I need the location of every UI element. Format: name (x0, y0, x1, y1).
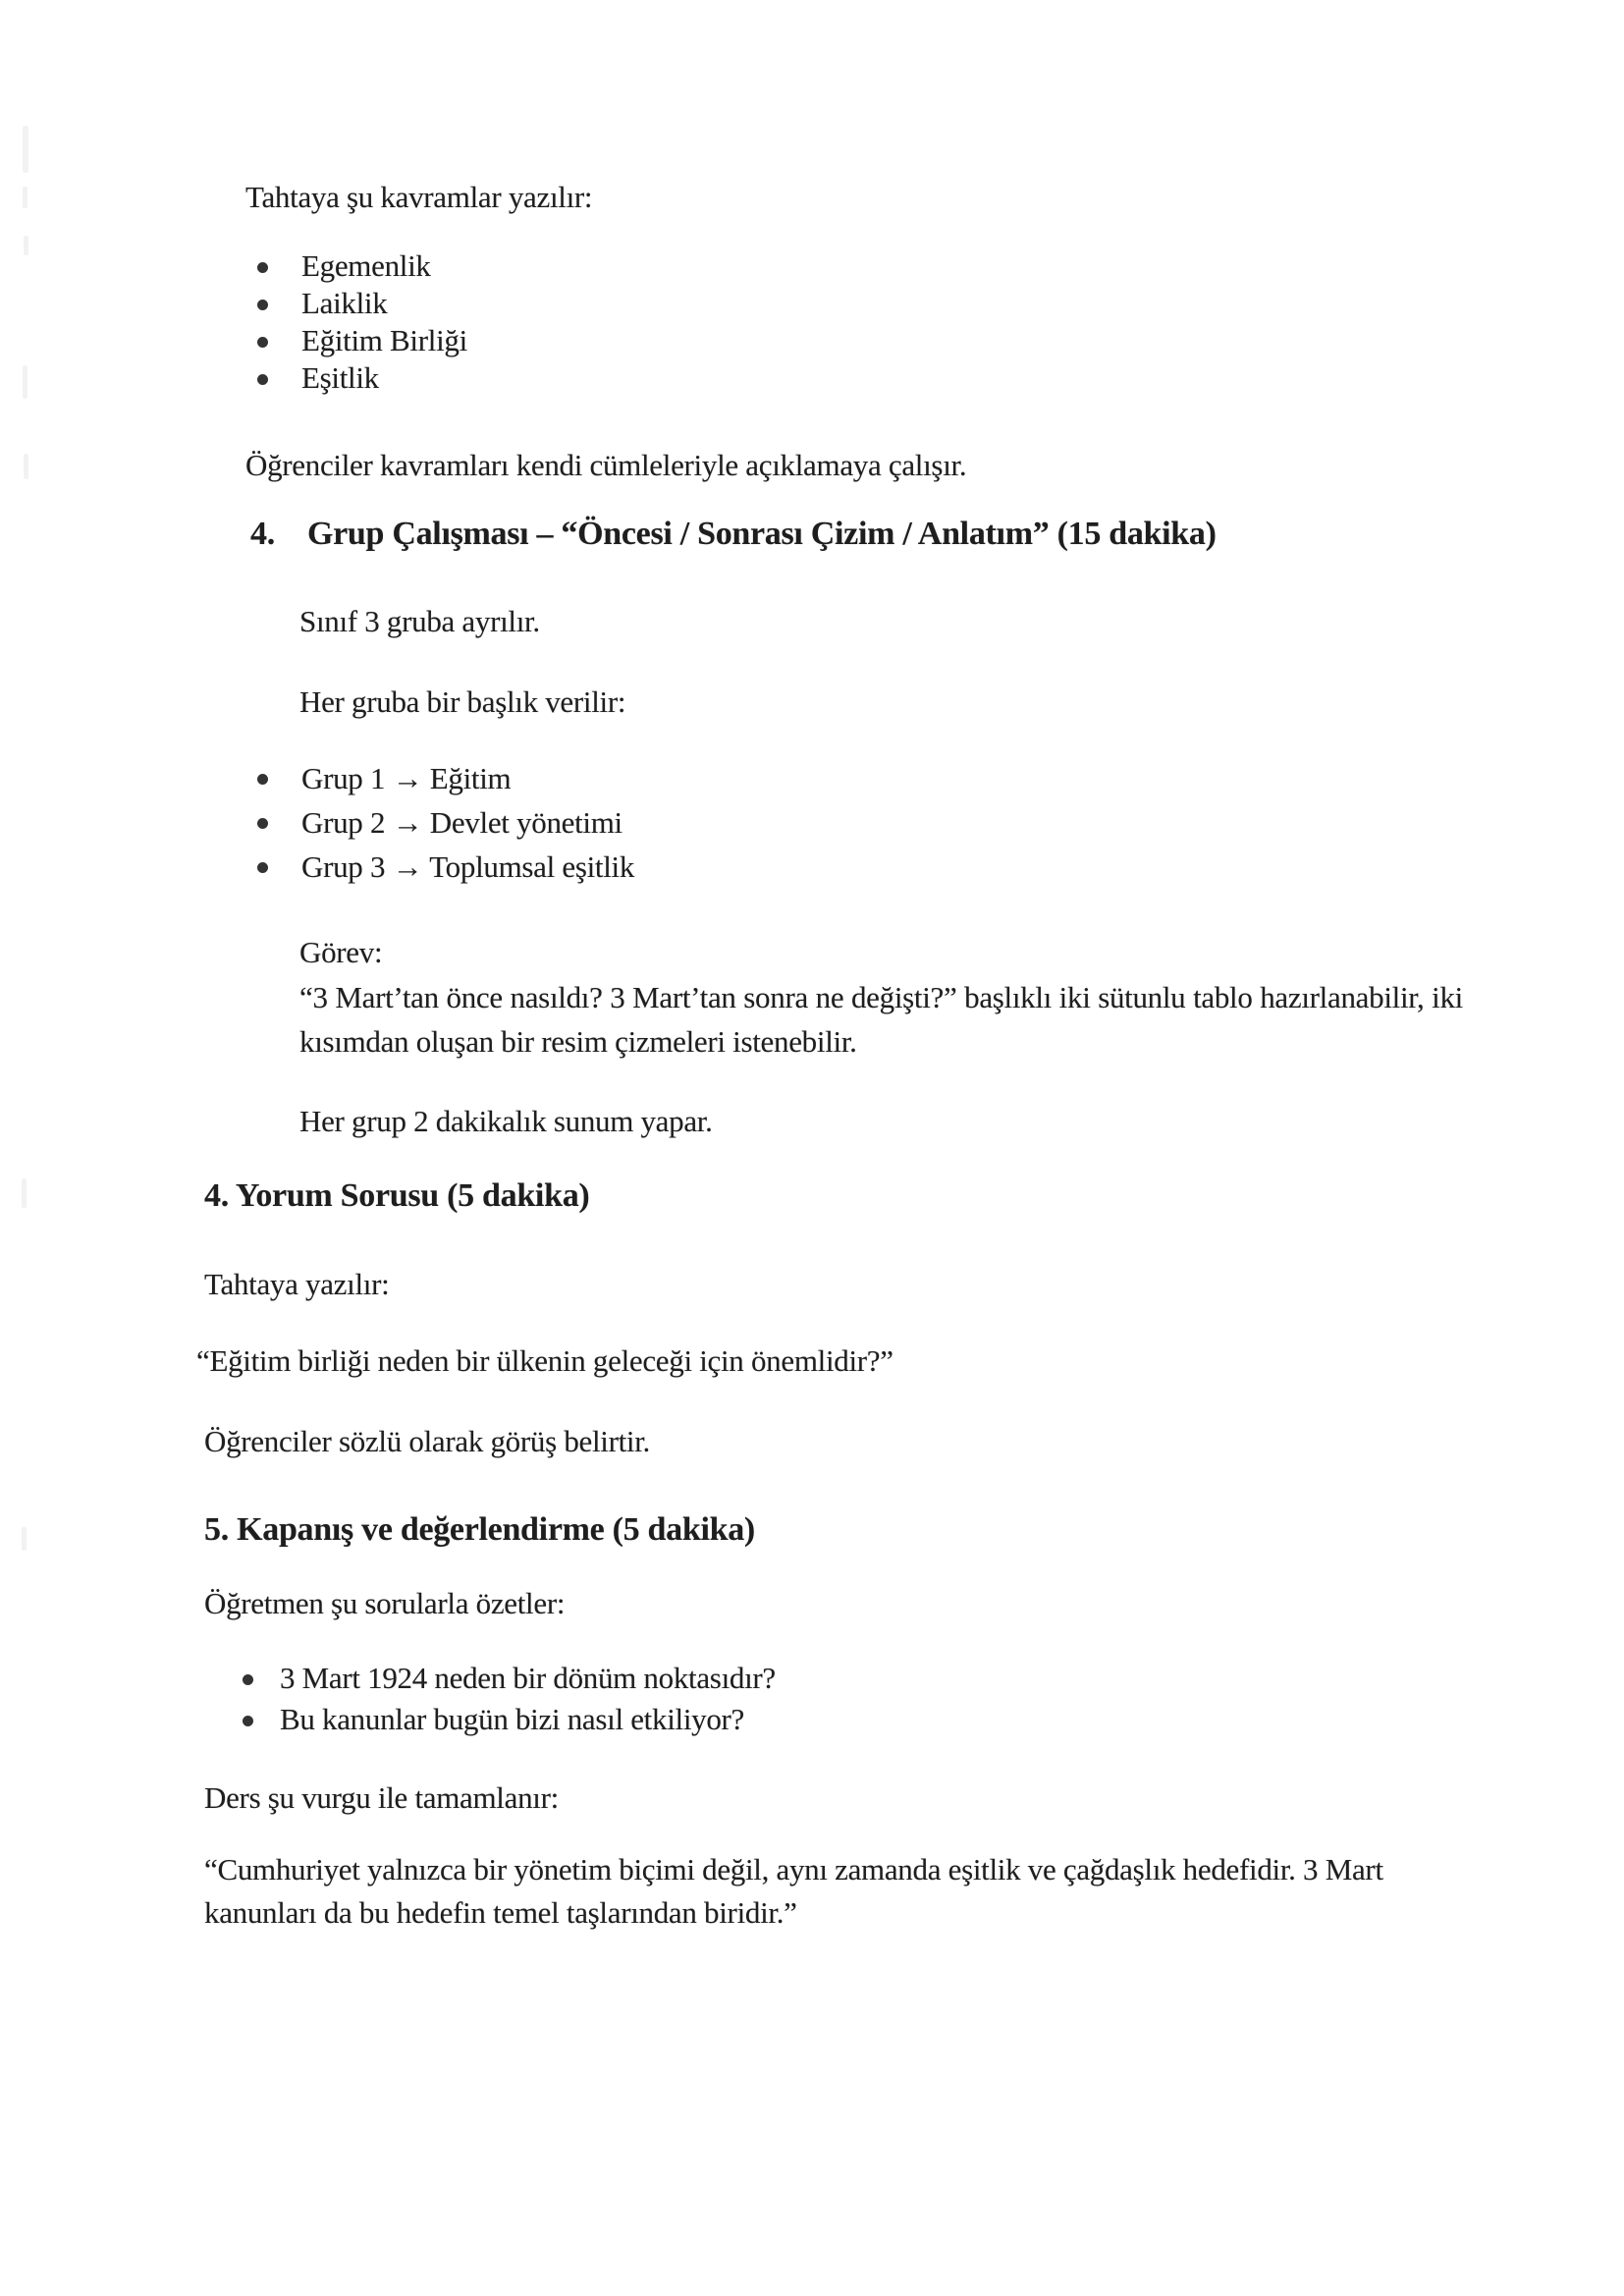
concept-list (257, 247, 467, 397)
bullet-icon (243, 1674, 253, 1685)
concept-label: Egemenlik (301, 248, 431, 283)
list-item (257, 845, 634, 889)
list-item (257, 359, 467, 397)
group-list (257, 756, 634, 889)
concept-label: Laiklik (301, 286, 388, 320)
scan-artifact (23, 187, 27, 208)
closing-question-list (243, 1658, 776, 1740)
scan-artifact (22, 1178, 27, 1208)
board-write-line: Tahtaya yazılır: (204, 1267, 390, 1301)
bullet-icon (257, 818, 268, 829)
bullet-icon (257, 862, 268, 873)
task-paragraph: “3 Mart’tan önce nasıldı? 3 Mart’tan sonra ne değişti?” başlıklı iki sütunlu tablo hazırlanabilir, iki kısımdan oluşan bir resim çizmeleri istenebilir. (299, 980, 1463, 1059)
list-item (257, 756, 634, 800)
class-split-line: Sınıf 3 gruba ayrılır. (299, 604, 540, 638)
group-label: Grup 3 → Toplumsal eşitlik (301, 849, 635, 884)
closing-heading: 5. Kapanış ve değerlendirme (5 dakika) (204, 1511, 755, 1548)
board-concepts-intro-line: Tahtaya şu kavramlar yazılır: (245, 180, 593, 214)
group-topics-intro-line: Her gruba bir başlık verilir: (299, 684, 626, 719)
scan-artifact (24, 236, 28, 255)
bullet-icon (243, 1716, 253, 1726)
bullet-icon (257, 337, 268, 348)
closing-question: 3 Mart 1924 neden bir dönüm noktasıdır? (280, 1661, 776, 1695)
heading-number: 4. (250, 516, 275, 552)
list-item (243, 1699, 776, 1740)
list-item (257, 322, 467, 359)
scan-artifact (24, 454, 28, 479)
concept-label: Eğitim Birliği (301, 323, 467, 357)
students-explain-line: Öğrenciler kavramları kendi cümleleriyle açıklamaya çalışır. (245, 448, 967, 482)
list-item (257, 247, 467, 285)
bullet-icon (257, 774, 268, 785)
scan-artifact (22, 1527, 27, 1551)
concept-label: Eşitlik (301, 360, 379, 395)
closing-question: Bu kanunlar bugün bizi nasıl etkiliyor? (280, 1702, 745, 1736)
final-quote-paragraph: “Cumhuriyet yalnızca bir yönetim biçimi değil, aynı zamanda eşitlik ve çağdaşlık hedefidir. 3 Mart kanunları da bu hedefin temel taşlarından biridir.” (204, 1852, 1383, 1930)
group-label: Grup 1 → Eğitim (301, 761, 512, 795)
lesson-end-line: Ders şu vurgu ile tamamlanır: (204, 1780, 559, 1815)
list-item (257, 285, 467, 322)
board-question-quote: “Eğitim birliği neden bir ülkenin geleceği için önemlidir?” (196, 1343, 893, 1378)
group-work-heading (250, 515, 1217, 554)
comment-question-heading: 4. Yorum Sorusu (5 dakika) (204, 1177, 590, 1214)
teacher-summary-line: Öğretmen şu sorularla özetler: (204, 1586, 566, 1620)
list-item (243, 1658, 776, 1699)
bullet-icon (257, 374, 268, 385)
scan-artifact (23, 126, 28, 173)
task-label: Görev: (299, 935, 383, 969)
scan-artifact (23, 365, 27, 399)
list-item (257, 800, 634, 845)
group-label: Grup 2 → Devlet yönetimi (301, 805, 623, 840)
bullet-icon (257, 300, 268, 310)
students-respond-line: Öğrenciler sözlü olarak görüş belirtir. (204, 1424, 651, 1458)
heading-title: Grup Çalışması – “Öncesi / Sonrası Çizim / Anlatım” (15 dakika) (307, 516, 1217, 552)
bullet-icon (257, 262, 268, 273)
presentation-line: Her grup 2 dakikalık sunum yapar. (299, 1104, 713, 1138)
